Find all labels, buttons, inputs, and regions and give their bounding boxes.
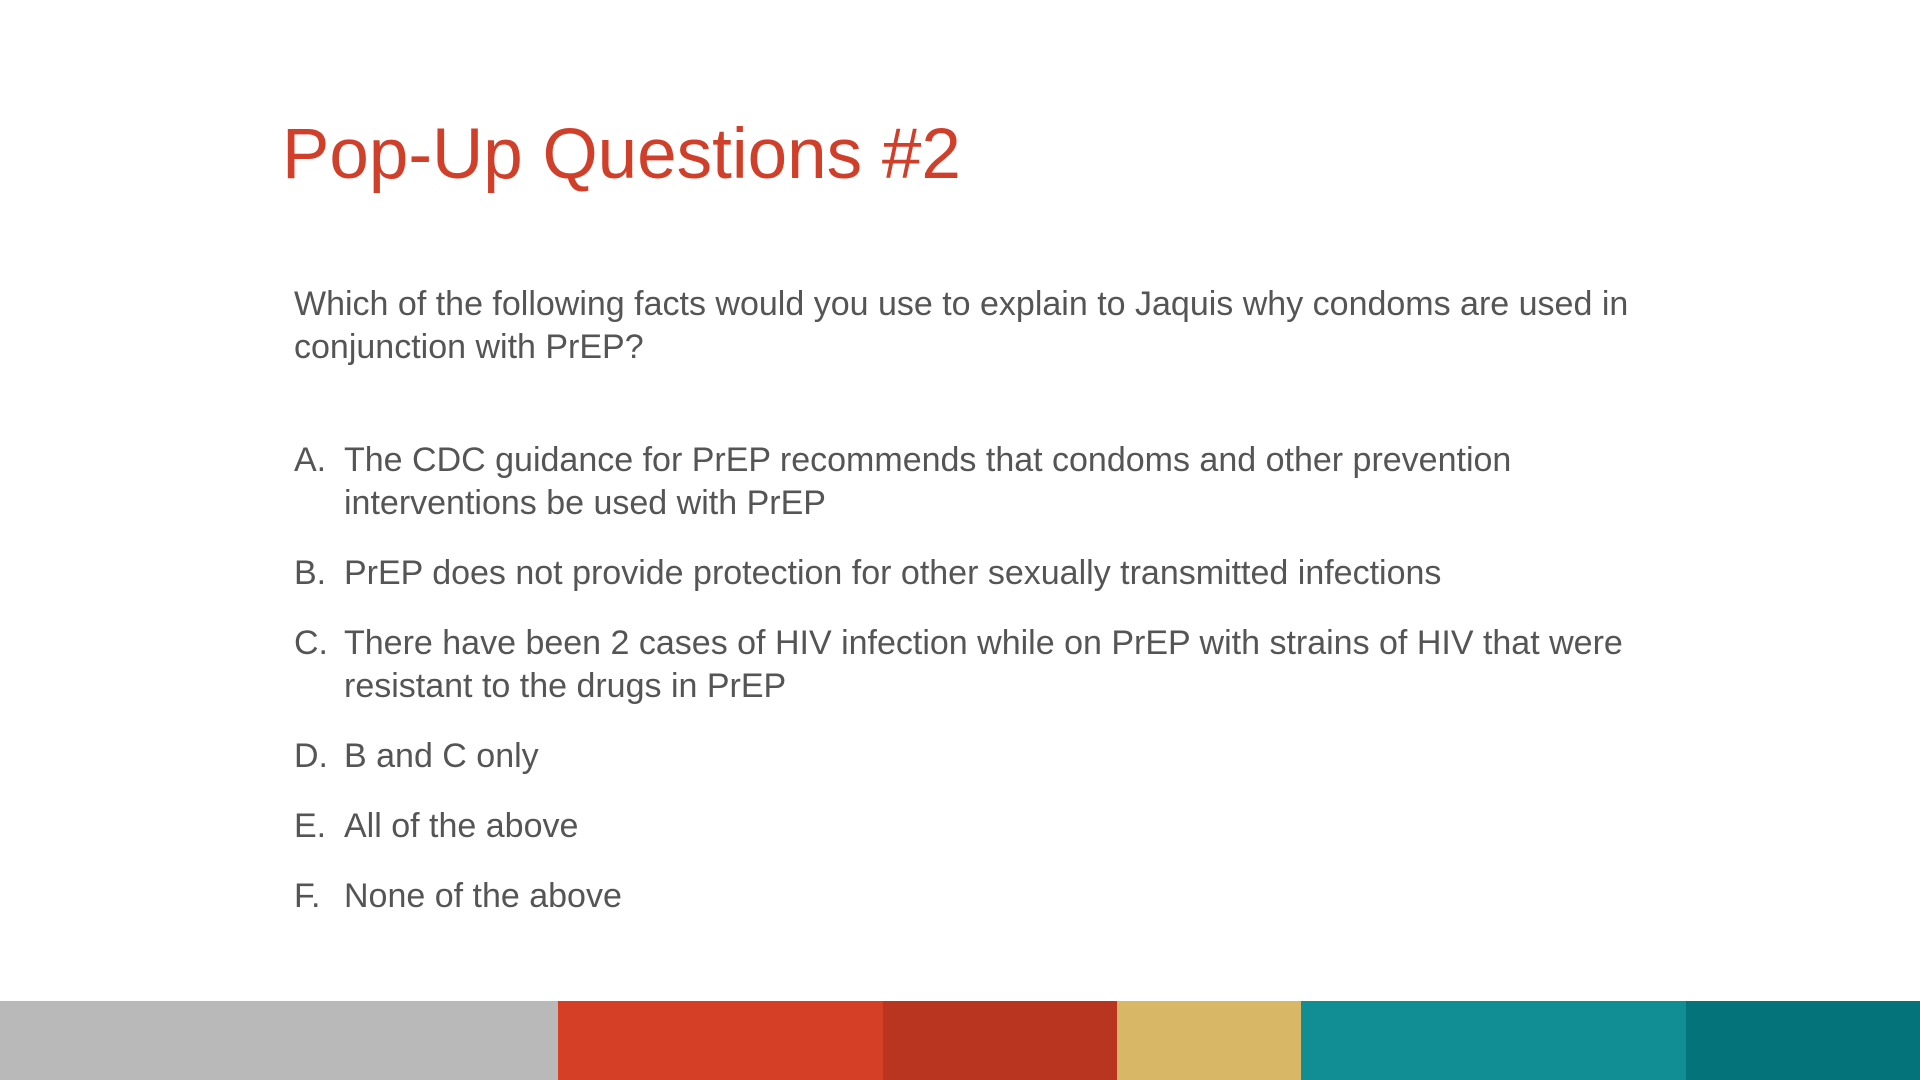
footer-segment-teal — [1301, 1001, 1686, 1080]
footer-segment-gold — [1117, 1001, 1301, 1080]
option-letter: D. — [294, 737, 328, 775]
answer-option-d — [294, 735, 1634, 778]
option-letter: A. — [294, 441, 327, 479]
answer-option-e — [294, 805, 1634, 848]
option-letter: C. — [294, 624, 328, 662]
footer-segment-dark-teal — [1686, 1001, 1920, 1080]
option-letter: F. — [294, 877, 321, 915]
answer-option-f — [294, 875, 1634, 918]
option-text: All of the above — [344, 807, 579, 845]
option-text: B and C only — [344, 737, 539, 775]
footer-color-bar — [0, 1001, 1920, 1080]
answer-option-b — [294, 552, 1634, 595]
answer-options-list — [294, 439, 1634, 945]
option-text: There have been 2 cases of HIV infection while on PrEP with strains of HIV that were resistant to the drugs in PrEP — [344, 624, 1623, 705]
option-letter: B. — [294, 554, 327, 592]
answer-option-c — [294, 622, 1634, 708]
footer-segment-gray — [0, 1001, 558, 1080]
footer-segment-red — [558, 1001, 883, 1080]
option-text: None of the above — [344, 877, 622, 915]
option-letter: E. — [294, 807, 327, 845]
question-text: Which of the following facts would you use to explain to Jaquis why condoms are used in conjunction with PrEP? — [294, 285, 1629, 366]
option-text: PrEP does not provide protection for other sexually transmitted infections — [344, 554, 1442, 592]
option-text: The CDC guidance for PrEP recommends that condoms and other prevention interventions be used with PrEP — [344, 441, 1512, 522]
slide-title: Pop-Up Questions #2 — [282, 115, 961, 194]
answer-option-a — [294, 439, 1634, 525]
footer-segment-dark-red — [883, 1001, 1117, 1080]
